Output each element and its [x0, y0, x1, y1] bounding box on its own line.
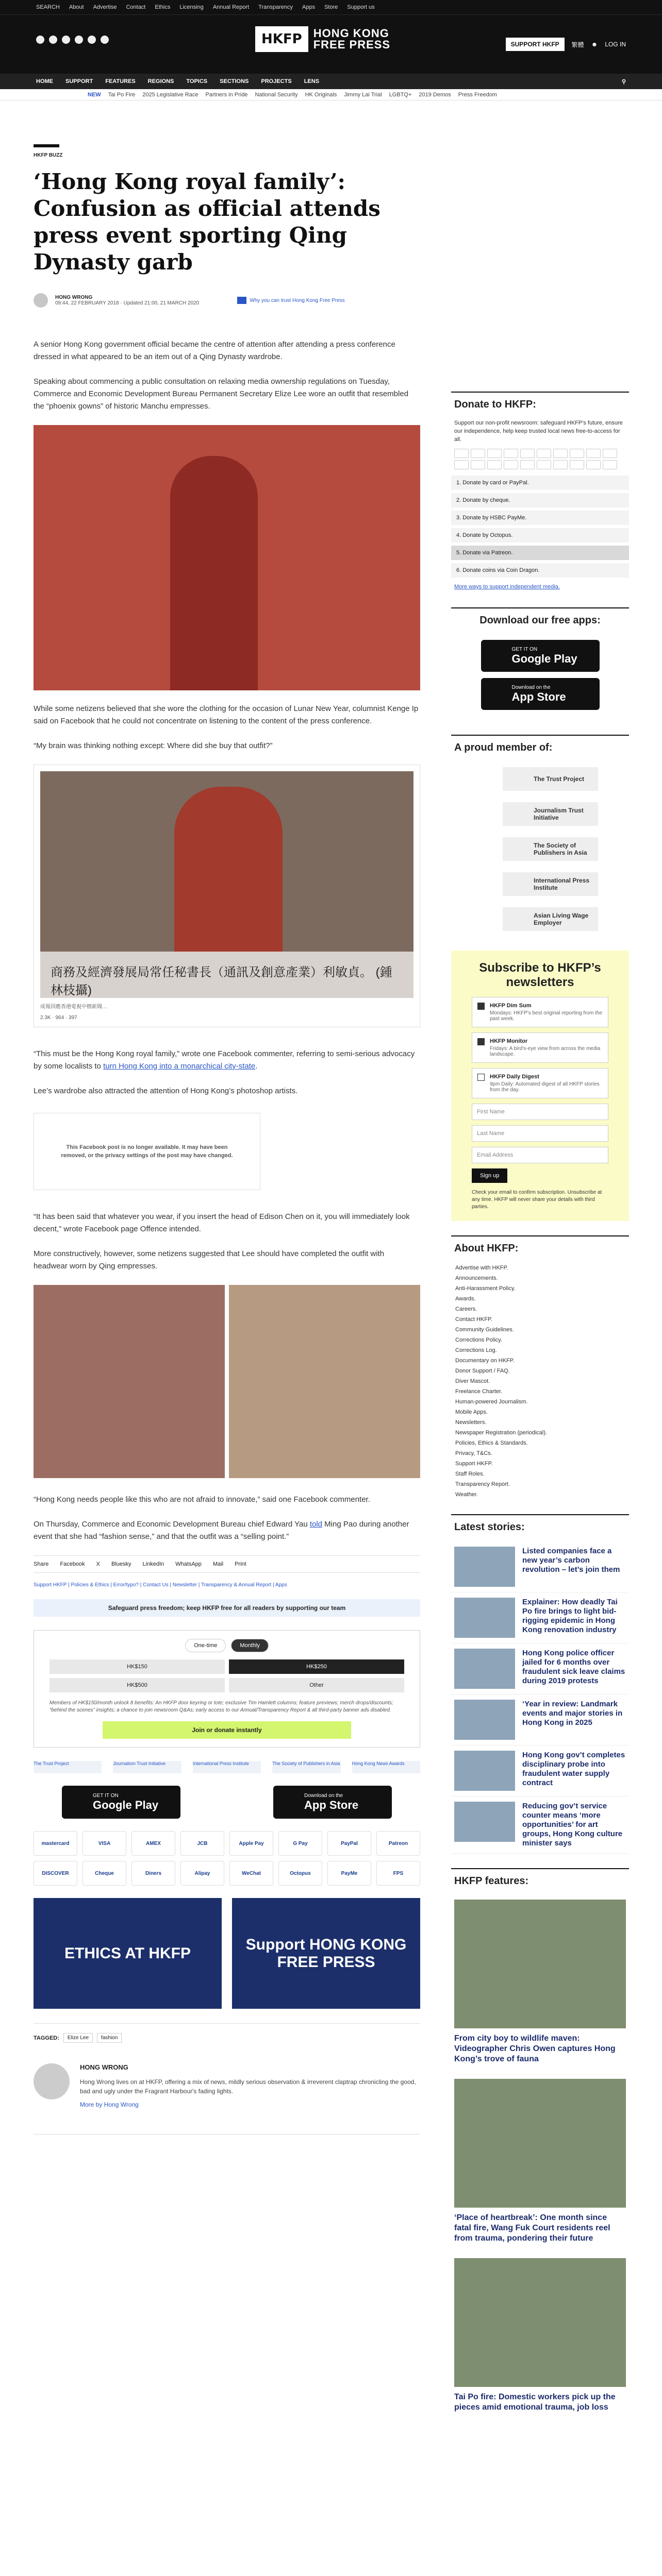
about-link[interactable]: Donor Support / FAQ.	[455, 1368, 510, 1374]
donate-option[interactable]: 2. Donate by cheque.	[451, 493, 629, 507]
badge[interactable]: Hong Kong News Awards	[352, 1761, 420, 1773]
badge[interactable]: The Society of Publishers in Asia	[272, 1761, 340, 1773]
features-list	[451, 1895, 629, 2423]
about-link[interactable]: Freelance Charter.	[455, 1388, 503, 1395]
about-link[interactable]: Privacy, T&Cs.	[455, 1450, 492, 1456]
paragraph-text: Ming Pao during another event that she had “fashion sense,” and that the outfit was a “selling point.”	[34, 1520, 409, 1541]
feature-story[interactable]	[451, 2075, 629, 2254]
video-caption: 商務及經濟發展局常任秘書長（通訊及創意產業）利敏貞。 (鍾林枝攝)	[40, 952, 413, 998]
top-utility-bar	[0, 0, 662, 14]
donate-option[interactable]: 1. Donate by card or PayPal.	[451, 476, 629, 490]
paragraph: Lee’s wardrobe also attracted the attention of Hong Kong’s photoshop artists.	[34, 1087, 298, 1095]
newsletter-note: Check your email to confirm subscription. Unsubscribe at any time. HKFP will never share your details with third parties.	[472, 1190, 602, 1210]
top-link[interactable]: About	[69, 4, 84, 10]
photo-figure	[170, 456, 258, 690]
card-icon	[487, 449, 502, 458]
trust-label: Why you can trust Hong Kong Free Press	[250, 297, 345, 303]
card-icon	[487, 460, 502, 469]
feature-thumbnail[interactable]	[454, 2079, 626, 2208]
payment-logo: Patreon	[376, 1831, 420, 1856]
trending-item[interactable]: Partners in Pride	[205, 91, 248, 98]
store-sub: Download on the	[511, 684, 551, 690]
share-print[interactable]: Print	[235, 1561, 246, 1567]
top-link[interactable]: Licensing	[179, 4, 204, 10]
comparison-photos	[34, 1285, 420, 1478]
facebook-video[interactable]	[40, 771, 413, 998]
youtube-icon[interactable]	[75, 36, 83, 44]
about-link[interactable]: Transparency Report.	[455, 1481, 510, 1487]
latest-story[interactable]	[451, 1797, 629, 1854]
newsletter-name: HKFP Monitor	[490, 1038, 528, 1044]
feature-title[interactable]: From city boy to wildlife maven: Videographer Chris Owen captures Hong Kong’s trove of fauna	[454, 2034, 616, 2063]
paragraph: Speaking about commencing a public consultation on relaxing media ownership regulations on Tuesday, Commerce and Economic Development Bureau Permanent Secretary Elize Lee wore an outfit that resembled the “phoenix gowns” of historic Manchu empresses.	[34, 377, 409, 411]
email-field[interactable]: Email Address	[472, 1147, 608, 1163]
article	[34, 144, 420, 2134]
apps-box	[451, 607, 629, 720]
nav-item-lens[interactable]: LENS	[304, 78, 320, 84]
share-bluesky[interactable]: Bluesky	[111, 1561, 131, 1567]
payment-logo: FPS	[376, 1861, 420, 1886]
google-play-button[interactable]	[62, 1786, 180, 1819]
paragraph: A senior Hong Kong government official became the centre of attention after attending a press conference dressed in what appeared to be an item out of a Qing Dynasty wardrobe.	[34, 340, 395, 361]
trending-item[interactable]: 2019 Demos	[419, 91, 451, 98]
member-logo[interactable]: International Press Institute	[503, 872, 598, 896]
app-store-button[interactable]	[273, 1786, 392, 1819]
trending-item[interactable]: Press Freedom	[458, 91, 497, 98]
paragraph: “Hong Kong needs people like this who are not afraid to innovate,” said one Facebook commenter.	[34, 1495, 370, 1504]
trust-link[interactable]	[237, 297, 345, 304]
author-box	[34, 2063, 420, 2134]
about-link[interactable]: Anti-Harassment Policy.	[455, 1285, 516, 1292]
trending-item[interactable]: HK Originals	[305, 91, 337, 98]
newsletter-option[interactable]	[472, 1068, 608, 1098]
member-badges	[34, 1761, 420, 1773]
more-ways-link[interactable]: More ways to support independent media.	[454, 584, 560, 590]
store-name: App Store	[511, 690, 566, 703]
facebook-stats: 2.3K · 964 · 397	[40, 1015, 77, 1021]
trust-icon	[237, 297, 246, 304]
payment-logo: Apple Pay	[229, 1831, 273, 1856]
unavailable-line-2: removed, or the privacy settings of the post may have changed.	[61, 1153, 233, 1159]
features-box	[451, 1868, 629, 2423]
about-link[interactable]: Human-powered Journalism.	[455, 1399, 528, 1405]
share-bar	[34, 1555, 420, 1573]
card-icon	[586, 460, 601, 469]
nav-item-sections[interactable]: SECTIONS	[220, 78, 249, 84]
user-icon[interactable]: ☻	[591, 41, 598, 48]
language-link[interactable]: 繁體	[571, 41, 584, 48]
author-avatar[interactable]	[34, 293, 48, 308]
promo-banners	[34, 1898, 420, 2009]
feature-title[interactable]: ‘Place of heartbreak’: One month since fatal fire, Wang Fuk Court residents reel from trauma, pondering their future	[454, 2213, 610, 2243]
facebook-unavailable	[34, 1113, 260, 1190]
trending-item[interactable]: Jimmy Lai Trial	[344, 91, 382, 98]
paragraph-text: “This must be the Hong Kong royal family,” wrote one Facebook commenter, referring to semi-serious advocacy by some localists to	[34, 1049, 415, 1071]
paragraph: More constructively, however, some netizens suggested that Lee should have completed the outfit with headwear worn by Qing empresses.	[34, 1249, 385, 1270]
story-thumbnail[interactable]	[454, 1649, 515, 1689]
payment-logo: Alipay	[180, 1861, 224, 1886]
about-link[interactable]: Staff Roles.	[455, 1471, 485, 1477]
instagram-icon[interactable]	[62, 36, 70, 44]
payment-logo: WeChat	[229, 1861, 273, 1886]
paragraph: “It has been said that whatever you wear, if you insert the head of Edison Chen on it, you will immediately look decent,” wrote Facebook page Offence intended.	[34, 1212, 410, 1233]
about-link[interactable]: Contact HKFP.	[455, 1316, 492, 1323]
top-link[interactable]: Apps	[302, 4, 316, 10]
card-icon	[553, 449, 568, 458]
amount-option[interactable]: Other	[229, 1678, 404, 1692]
about-link[interactable]: Diver Mascot.	[455, 1378, 490, 1384]
amount-option[interactable]: HK$150	[49, 1659, 225, 1674]
latest-story[interactable]	[451, 1643, 629, 1694]
top-link[interactable]: Store	[324, 4, 338, 10]
payment-logo: AMEX	[131, 1831, 175, 1856]
mingpao-link[interactable]: told	[309, 1520, 323, 1529]
mail-icon[interactable]	[101, 36, 109, 44]
about-link[interactable]: Documentary on HKFP.	[455, 1358, 515, 1364]
unavailable-line-1: This Facebook post is no longer available. It may have been	[66, 1144, 228, 1150]
nav-item-home[interactable]: HOME	[36, 78, 53, 84]
member-logo[interactable]: The Society of Publishers in Asia	[503, 837, 598, 861]
store-sub: Download on the	[304, 1792, 343, 1799]
donate-box	[451, 392, 629, 593]
tag[interactable]: Elize Lee	[63, 2033, 93, 2043]
article-photo-elize-lee	[34, 425, 420, 690]
trending-item[interactable]: National Security	[255, 91, 298, 98]
latest-story[interactable]	[451, 1745, 629, 1797]
join-button[interactable]: Join or donate instantly	[103, 1721, 351, 1739]
paragraph	[34, 1048, 420, 1073]
author-bio: Hong Wrong lives on at HKFP, offering a mix of news, mildly serious observation & irreverent claptrap chronicling the good, bad and ugly under the Fragrant Harbour's fading lights.	[80, 2078, 416, 2095]
badge[interactable]: International Press Institute	[193, 1761, 261, 1773]
story-thumbnail[interactable]	[454, 1700, 515, 1740]
latest-story[interactable]	[451, 1592, 629, 1643]
frequency-toggle	[49, 1639, 404, 1652]
feature-story[interactable]	[451, 1895, 629, 2075]
checkbox-icon[interactable]	[477, 1074, 485, 1081]
latest-box	[451, 1514, 629, 1854]
card-icon	[520, 460, 535, 469]
member-title: A proud member of:	[454, 742, 553, 753]
share-x[interactable]: X	[96, 1561, 101, 1567]
checkbox-checked-icon[interactable]	[477, 1038, 485, 1045]
byline	[34, 293, 420, 308]
paragraph: “My brain was thinking nothing except: Where did she buy that outfit?”	[34, 741, 273, 750]
tag[interactable]: fashion	[97, 2033, 122, 2043]
trending-bar	[0, 89, 662, 100]
store-name: App Store	[304, 1798, 359, 1811]
feature-thumbnail[interactable]	[454, 1900, 626, 2028]
photo-left	[34, 1285, 225, 1478]
payment-logo: Cheque	[82, 1861, 126, 1886]
about-link[interactable]: Community Guidelines.	[455, 1327, 514, 1333]
about-list	[451, 1263, 629, 1500]
newsletter-desc: 9pm Daily: Automated digest of all HKFP stories from the day.	[490, 1081, 600, 1093]
feature-thumbnail[interactable]	[454, 2258, 626, 2387]
about-link[interactable]: Awards.	[455, 1296, 476, 1302]
about-link[interactable]: Newsletters.	[455, 1419, 487, 1426]
newsletter-option[interactable]	[472, 997, 608, 1027]
author-box-avatar[interactable]	[34, 2063, 70, 2099]
trending-label: NEW	[88, 91, 101, 98]
feature-story[interactable]	[451, 2254, 629, 2423]
trending-item[interactable]: Tai Po Fire	[108, 91, 136, 98]
main-nav	[0, 74, 662, 89]
top-link[interactable]: Transparency	[258, 4, 293, 10]
search-link[interactable]: SEARCH	[36, 4, 60, 10]
x-icon[interactable]	[49, 36, 57, 44]
apps-title: Download our free apps:	[479, 615, 601, 626]
story-title[interactable]: Hong Kong gov’t completes disciplinary probe into fraudulent water supply contract	[522, 1751, 625, 1787]
newsletter-desc: Fridays: A bird's-eye view from across the media landscape.	[490, 1046, 601, 1057]
card-icon	[454, 460, 469, 469]
story-title[interactable]: Explainer: How deadly Tai Po fire brings to light bid-rigging epidemic in Hong Kong renovation industry	[522, 1598, 618, 1634]
rss-icon[interactable]	[88, 36, 96, 44]
signup-button[interactable]: Sign up	[472, 1168, 507, 1183]
top-link[interactable]: Annual Report	[212, 4, 250, 10]
kicker-rule	[34, 144, 59, 147]
newsletter-option[interactable]	[472, 1032, 608, 1063]
card-icon	[520, 449, 535, 458]
donate-option[interactable]: 6. Donate coins via Coin Dragon.	[451, 563, 629, 578]
nav-item-topics[interactable]: TOPICS	[186, 78, 208, 84]
member-logo[interactable]: The Trust Project	[503, 767, 598, 791]
donation-widget	[34, 1630, 420, 1748]
about-title: About HKFP:	[454, 1243, 519, 1254]
latest-title: Latest stories:	[454, 1521, 525, 1533]
top-link[interactable]: Contact	[126, 4, 146, 10]
member-box	[451, 735, 629, 936]
story-thumbnail[interactable]	[454, 1547, 515, 1587]
story-thumbnail[interactable]	[454, 1802, 515, 1842]
logo-line-2: FREE PRESS	[313, 38, 391, 51]
top-link[interactable]: Support us	[347, 4, 375, 10]
logo-line-1: HONG KONG	[313, 27, 389, 40]
about-link[interactable]: Support HKFP.	[455, 1461, 493, 1467]
payment-logo: PayPal	[327, 1831, 371, 1856]
article-kicker[interactable]: HKFP BUZZ	[34, 152, 63, 158]
about-link[interactable]: Corrections Policy.	[455, 1337, 502, 1343]
byline-author[interactable]: HONG WRONG	[55, 295, 93, 300]
about-link[interactable]: Newspaper Registration (periodical).	[455, 1430, 547, 1436]
donate-intro[interactable]: Support our non-profit newsroom: safeguard HKFP's future, ensure our independence, help keep trusted local news free-to-access for all.	[454, 420, 623, 443]
member-logo[interactable]: Journalism Trust Initiative	[503, 802, 598, 826]
article-footer-links[interactable]: Support HKFP | Policies & Ethics | Error/typo? | Contact Us | Newsletter | Transparency & Annual Report | Apps	[34, 1582, 287, 1588]
monarchy-link[interactable]: turn Hong Kong into a monarchical city-state	[103, 1062, 256, 1071]
freq-monthly[interactable]: Monthly	[231, 1639, 269, 1652]
nav-item-features[interactable]: FEATURES	[105, 78, 136, 84]
facebook-icon[interactable]	[36, 36, 44, 44]
payment-logo: VISA	[82, 1831, 126, 1856]
donate-option[interactable]: 3. Donate by HSBC PayMe.	[451, 511, 629, 525]
store-sub: GET IT ON	[93, 1792, 119, 1799]
top-link[interactable]: Advertise	[93, 4, 117, 10]
card-icon	[471, 460, 485, 469]
app-store-buttons	[34, 1786, 420, 1819]
article-title: ‘Hong Kong royal family’: Confusion as official attends press event sporting Qing Dynasty garb	[34, 169, 380, 275]
amount-option[interactable]: HK$250	[229, 1659, 404, 1674]
tags-label: TAGGED:	[34, 2035, 59, 2041]
site-header	[0, 14, 662, 74]
promo-support[interactable]: Support HONG KONG FREE PRESS	[232, 1898, 420, 2009]
amount-options	[49, 1659, 404, 1692]
paragraph	[34, 1518, 420, 1543]
about-link[interactable]: Careers.	[455, 1306, 477, 1312]
about-link[interactable]: Mobile Apps.	[455, 1409, 488, 1415]
support-button[interactable]: SUPPORT HKFP	[506, 38, 565, 51]
story-title[interactable]: Reducing gov’t service counter means ‘more opportunities’ for art groups, Hong Kong culture minister says	[522, 1802, 623, 1848]
about-link[interactable]: Policies, Ethics & Standards.	[455, 1440, 528, 1446]
story-title[interactable]: Listed companies face a new year’s carbon revolution – let’s join them	[522, 1547, 620, 1574]
card-icon	[586, 449, 601, 458]
trending-item[interactable]: 2025 Legislative Race	[142, 91, 198, 98]
trending-item[interactable]: LGBTQ+	[389, 91, 412, 98]
store-name: Google Play	[511, 652, 577, 665]
byline-date: 09:44, 22 FEBRUARY 2018 · Updated 21:00, 21 MARCH 2020	[55, 300, 200, 306]
about-link[interactable]: Corrections Log.	[455, 1347, 497, 1353]
card-icon	[471, 449, 485, 458]
app-store-button[interactable]	[481, 678, 600, 710]
newsletter-name: HKFP Daily Digest	[490, 1074, 539, 1080]
share-mail[interactable]: Mail	[212, 1561, 224, 1567]
login-link[interactable]: LOG IN	[605, 41, 626, 48]
latest-story[interactable]	[451, 1541, 629, 1592]
store-sub: GET IT ON	[511, 646, 538, 652]
donate-title: Donate to HKFP:	[454, 399, 536, 410]
member-logo[interactable]: Asian Living Wage Employer	[503, 907, 598, 931]
donate-option[interactable]: 4. Donate by Octopus.	[451, 528, 629, 543]
share-facebook[interactable]: Facebook	[60, 1561, 85, 1567]
store-name: Google Play	[93, 1798, 159, 1811]
facebook-post-text: 成報因應香港電視中標新聞…	[40, 1004, 107, 1010]
card-icon	[504, 460, 518, 469]
card-icon	[603, 460, 617, 469]
search-icon[interactable]: ⚲	[621, 78, 626, 85]
card-icon	[504, 449, 518, 458]
first-name-field[interactable]: First Name	[472, 1104, 608, 1120]
logo-mark: HKFP	[255, 26, 308, 52]
payment-logo: Diners	[131, 1861, 175, 1886]
story-title[interactable]: Hong Kong police officer jailed for 6 months over fraudulent sick leave claims during 2019 protests	[522, 1649, 625, 1685]
paragraph: While some netizens believed that she wore the clothing for the occasion of Lunar New Year, columnist Kenge Ip said on Facebook that he could not concentrate on listening to the content of the press conference.	[34, 704, 419, 725]
author-box-name[interactable]: HONG WRONG	[80, 2063, 128, 2071]
tags	[34, 2023, 420, 2043]
author-more-link[interactable]: More by Hong Wrong	[80, 2101, 139, 2108]
card-icon	[454, 449, 469, 458]
last-name-field[interactable]: Last Name	[472, 1125, 608, 1142]
donation-benefits: Members of HK$150/month unlock 8 benefits: An HKFP door keyring or tote; exclusive Tim Hamlett columns; feature previews; merch drops/discounts; “behind the scenes” insights; a chance to join newsroom Q&As; early access to our Annual/Transparency Report & all third-party banner ads disabled.	[49, 1700, 393, 1713]
nav-item-projects[interactable]: PROJECTS	[261, 78, 292, 84]
donate-option[interactable]: 5. Donate via Patreon.	[451, 546, 629, 560]
video-figure	[174, 787, 283, 952]
card-icon	[570, 449, 584, 458]
about-link[interactable]: Announcements.	[455, 1275, 498, 1281]
newsletter-title: Subscribe to HKFP’s newsletters	[479, 961, 601, 989]
paragraph-text: .	[255, 1062, 258, 1071]
payment-logo: DISCOVER	[34, 1861, 77, 1886]
share-label: Share	[34, 1561, 49, 1567]
badge[interactable]: The Trust Project	[34, 1761, 102, 1773]
payment-logo: JCB	[180, 1831, 224, 1856]
about-box	[451, 1235, 629, 1500]
card-icon	[570, 460, 584, 469]
freq-one-time[interactable]: One-time	[185, 1639, 226, 1652]
card-icon	[603, 449, 617, 458]
nav-item-support[interactable]: SUPPORT	[65, 78, 93, 84]
top-link[interactable]: Ethics	[155, 4, 171, 10]
newsletter-desc: Mondays: HKFP's best original reporting from the past week.	[490, 1010, 603, 1022]
social-icons	[36, 36, 109, 44]
latest-list	[451, 1541, 629, 1854]
about-link[interactable]: Weather.	[455, 1492, 478, 1498]
safeguard-banner[interactable]: Safeguard press freedom; keep HKFP free for all readers by supporting our team	[34, 1599, 420, 1617]
sidebar	[451, 392, 629, 2437]
badge[interactable]: Journalism Trust Initiative	[113, 1761, 181, 1773]
checkbox-checked-icon[interactable]	[477, 1003, 485, 1010]
features-title: HKFP features:	[454, 1875, 529, 1887]
payment-logo: G Pay	[278, 1831, 322, 1856]
card-icon	[553, 460, 568, 469]
newsletter-name: HKFP Dim Sum	[490, 1003, 532, 1009]
site-logo[interactable]	[255, 26, 390, 52]
nav-item-regions[interactable]: REGIONS	[147, 78, 174, 84]
card-icon	[537, 460, 551, 469]
story-title[interactable]: ‘Year in review: Landmark events and major stories in Hong Kong in 2025	[522, 1700, 623, 1727]
card-icon	[537, 449, 551, 458]
amount-option[interactable]: HK$500	[49, 1678, 225, 1692]
story-thumbnail[interactable]	[454, 1598, 515, 1638]
google-play-button[interactable]	[481, 640, 600, 672]
payment-logo: Octopus	[278, 1861, 322, 1886]
feature-title[interactable]: Tai Po fire: Domestic workers pick up the pieces amid emotional trauma, job loss	[454, 2393, 616, 2412]
latest-story[interactable]	[451, 1694, 629, 1745]
share-whatsapp[interactable]: WhatsApp	[175, 1561, 202, 1567]
about-link[interactable]: Advertise with HKFP.	[455, 1265, 508, 1271]
story-thumbnail[interactable]	[454, 1751, 515, 1791]
share-linkedin[interactable]: LinkedIn	[142, 1561, 164, 1567]
promo-ethics[interactable]: ETHICS AT HKFP	[34, 1898, 222, 2009]
payment-logo: PayMe	[327, 1861, 371, 1886]
newsletter-box	[451, 951, 629, 1221]
card-logos	[451, 449, 629, 469]
photo-right	[229, 1285, 420, 1478]
payment-logo: mastercard	[34, 1831, 77, 1856]
facebook-embed	[34, 765, 420, 1027]
paragraph-text: On Thursday, Commerce and Economic Development Bureau chief Edward Yau	[34, 1520, 310, 1529]
payment-methods	[34, 1831, 420, 1886]
